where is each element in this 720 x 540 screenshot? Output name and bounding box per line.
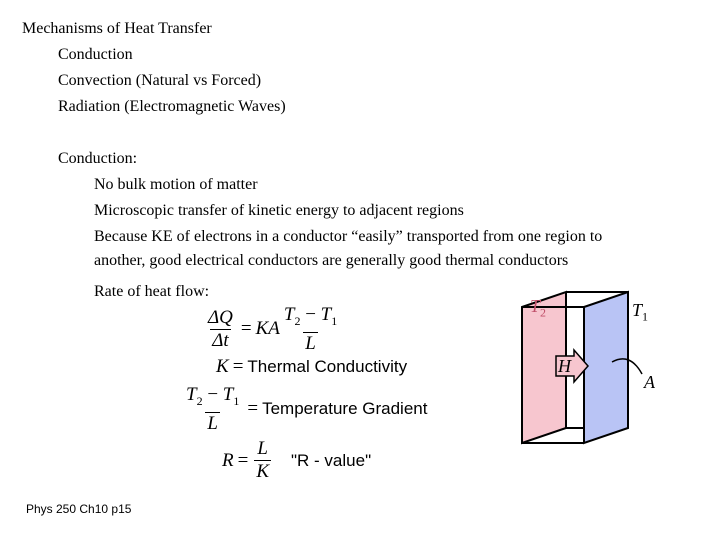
page-title: Mechanisms of Heat Transfer (22, 20, 212, 37)
r-value-text: "R - value" (291, 450, 372, 470)
t2-label: $T_2$ (530, 296, 547, 320)
mechanism-conduction: Conduction (58, 46, 133, 63)
ka-symbol: KA (255, 318, 280, 340)
conduction-heading: Conduction: (58, 150, 138, 167)
delta-q: ΔQ (208, 306, 233, 328)
equals-sign: = (240, 318, 252, 340)
thermal-conductivity-equation: K = Thermal Conductivity (216, 356, 408, 377)
mechanism-convection: Convection (Natural vs Forced) (58, 72, 262, 89)
conduction-point-1: No bulk motion of matter (94, 176, 258, 193)
gradient-fraction: $\frac{T_2 - T_1}{L}$ (283, 304, 338, 354)
thermal-conductivity-text: Thermal Conductivity (247, 357, 408, 376)
r-value-equation: R = $\frac{L}{K}$ "R - value" (222, 438, 372, 482)
k-symbol: K (216, 356, 229, 377)
conduction-point-3b: another, good electrical conductors are generally good thermal conductors (94, 252, 569, 269)
rate-label: Rate of heat flow: (94, 283, 210, 300)
a-label: A (644, 372, 655, 392)
mechanism-radiation: Radiation (Electromagnetic Waves) (58, 98, 286, 115)
temperature-gradient-text: Temperature Gradient (262, 399, 428, 419)
h-label: H (558, 356, 571, 376)
temperature-gradient-equation: $\frac{T_2 - T_1}{L}$ = Temperature Gradient (186, 384, 428, 434)
delta-t: Δt (212, 329, 229, 351)
cold-face (584, 292, 628, 443)
conduction-point-2: Microscopic transfer of kinetic energy to adjacent regions (94, 202, 464, 219)
conduction-point-3a: Because KE of electrons in a conductor “easily” transported from one region to (94, 228, 603, 245)
page-footer: Phys 250 Ch10 p15 (26, 502, 132, 516)
r-symbol: R (222, 449, 234, 471)
t1-label: $T_1$ (632, 300, 649, 324)
